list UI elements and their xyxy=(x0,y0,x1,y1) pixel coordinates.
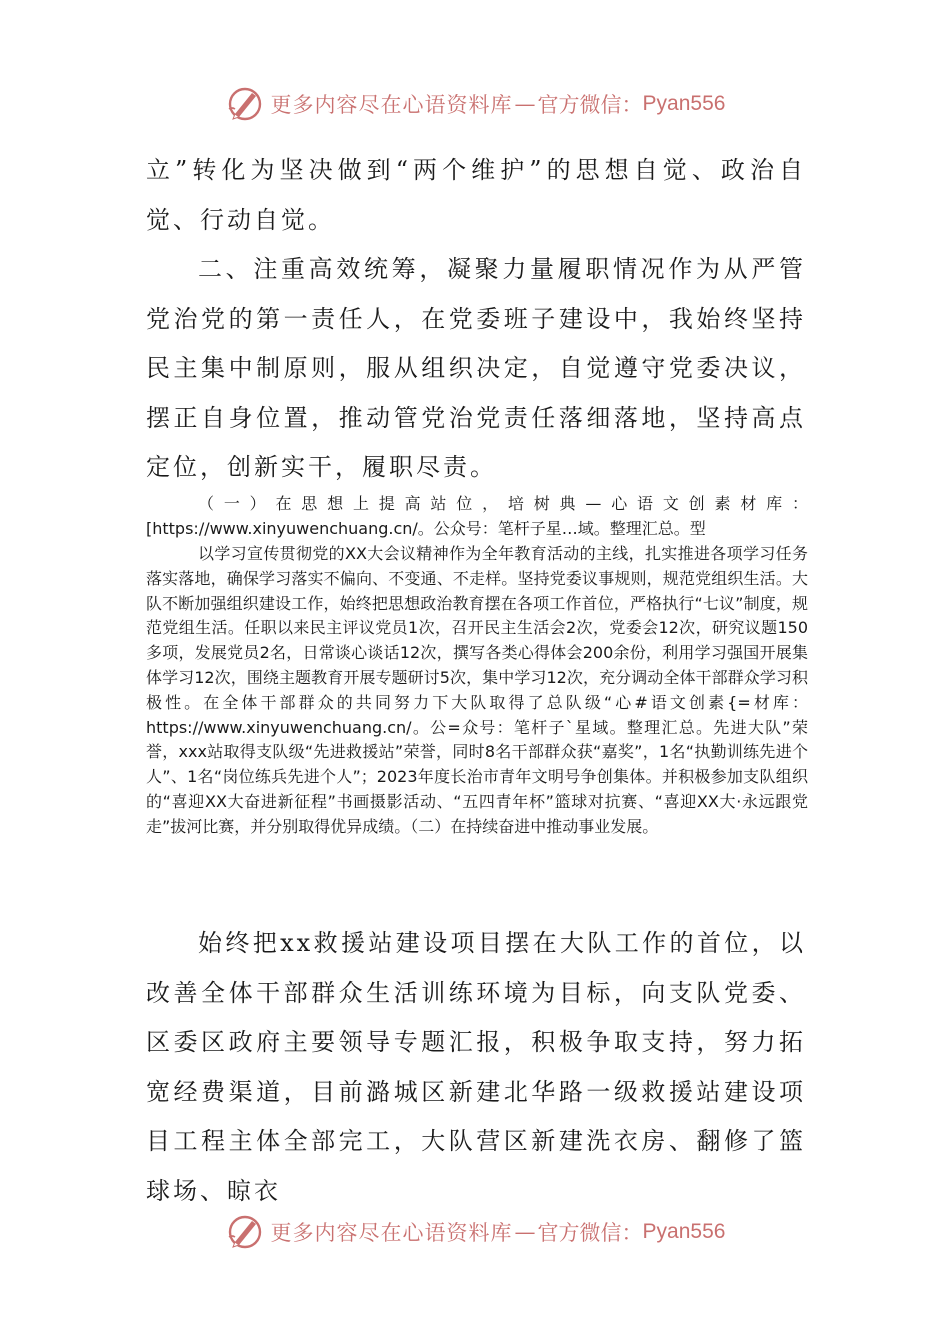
subsection-heading-one: （一）在思想上提高站位，培树典—心语文创素材库：[https://www.xinyuwenchuang.cn/。公众号：笔杆子星…域。整理汇总。型 xyxy=(146,494,808,538)
paragraph-section-two: 二、注重高效统筹，凝聚力量履职情况作为从严管党治党的第一责任人，在党委班子建设中，我始终坚持民主集中制原则，服从组织决定，自觉遵守党委决议，摆正自身位置，推动管党治党责任落细落地，坚持高点定位，创新实干，履职尽责。 xyxy=(146,255,806,481)
banner-separator: — xyxy=(514,1220,536,1244)
footer-watermark-banner xyxy=(0,1208,950,1256)
banner-brand-text: 更多内容尽在心语资料库 xyxy=(270,1221,513,1245)
pen-logo-icon xyxy=(225,1212,265,1252)
banner-separator: — xyxy=(514,92,536,116)
banner-wechat-label: 官方微信： xyxy=(537,93,643,117)
paragraph-continued: 立”转化为坚决做到“两个维护”的思想自觉、政治自觉、行动自觉。 xyxy=(146,156,806,234)
banner-wechat-label: 官方微信： xyxy=(537,1221,643,1245)
banner-brand-text: 更多内容尽在心语资料库 xyxy=(270,93,513,117)
header-watermark-banner xyxy=(0,80,950,128)
banner-wechat-id: Pyan556 xyxy=(642,1220,726,1243)
banner-wechat-id: Pyan556 xyxy=(642,92,726,115)
subsection-body-one: 以学习宣传贯彻党的XX大会议精神作为全年教育活动的主线，扎实推进各项学习任务落实落地，确保学习落实不偏向、不变通、不走样。坚持党委议事规则，规范党组织生活。大队不断加强组织建设工作，始终把思想政治教育摆在各项工作首位，严格执行“七议”制度，规范党组生活。任职以来民主评议党员1次，召开民主生活会2次，党委会12次，研究议题150多项，发展党员2名，日常谈心谈话12次，撰写各类心得体会200余份，利用学习强国开展集体学习12次，围绕主题教育开展专题研讨5次，集中学习12次，充分调动全体干部群众学习积极性。在全体干部群众的共同努力下大队取得了总队级“心#语文创素{=材库：https://www.xinyuwenchuang.cn/。公=众号：笔杆子`星域。整理汇总。先进大队”荣誉，xxx站取得支队级“先进救援站”荣誉，同时8名干部群众获“嘉奖”，1名“执勤训练先进个人”、1名“岗位练兵先进个人”；2023年度长治市青年文明号争创集体。并积极参加支队组织的“喜迎XX大奋进新征程”书画摄影活动、“五四青年杯”篮球对抗赛、“喜迎XX大·永远跟党走”拔河比赛，并分别取得优异成绩。（二）在持续奋进中推动事业发展。 xyxy=(146,544,808,836)
paragraph-station-project: 始终把xx救援站建设项目摆在大队工作的首位，以改善全体干部群众生活训练环境为目标，向支队党委、区委区政府主要领导专题汇报，积极争取支持，努力拓宽经费渠道，目前潞城区新建北华路一级救援站建设项目工程主体全部完工，大队营区新建洗衣房、翻修了篮球场、晾衣 xyxy=(146,929,806,1205)
pen-logo-icon xyxy=(225,84,265,124)
